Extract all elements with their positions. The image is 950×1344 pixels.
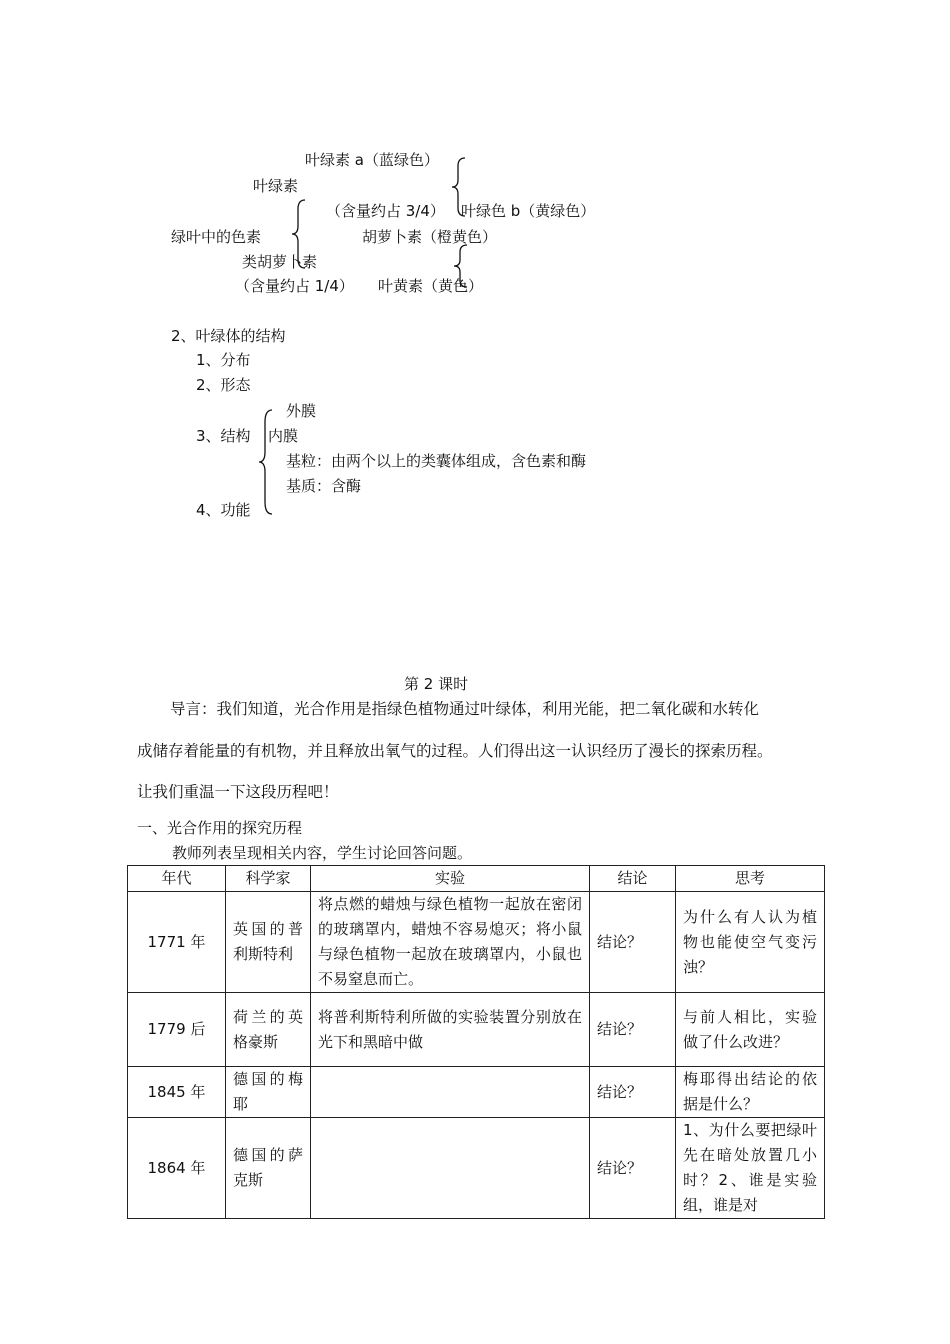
cell-thinking: 与前人相比，实验做了什么改进？ xyxy=(676,993,825,1067)
cell-thinking: 梅耶得出结论的依据是什么？ xyxy=(676,1067,825,1118)
structure-brace xyxy=(257,408,277,516)
cell-experiment xyxy=(311,1067,590,1118)
cell-year: 1864 年 xyxy=(128,1118,226,1219)
chlorophyll-a-label: 叶绿素 a（蓝绿色） xyxy=(305,151,439,169)
structure-item-function: 4、功能 xyxy=(196,501,251,519)
cell-conclusion: 结论？ xyxy=(590,1118,676,1219)
cell-experiment: 将普利斯特利所做的实验装置分别放在光下和黑暗中做 xyxy=(311,993,590,1067)
table-row xyxy=(128,993,825,1067)
cell-thinking: 为什么有人认为植物也能使空气变污浊？ xyxy=(676,892,825,993)
instruction-text: 教师列表呈现相关内容，学生讨论回答问题。 xyxy=(172,844,473,862)
header-thinking: 思考 xyxy=(676,866,825,892)
header-experiment: 实验 xyxy=(311,866,590,892)
cell-scientist: 德国的萨克斯 xyxy=(226,1118,311,1219)
chlorophyll-b-label: 叶绿色 b（黄绿色） xyxy=(461,202,596,220)
intro-line-3: 让我们重温一下这段历程吧！ xyxy=(137,783,339,801)
grana-label: 基粒：由两个以上的类囊体组成，含色素和酶 xyxy=(286,452,587,470)
stroma-label: 基质：含酶 xyxy=(286,477,362,495)
structure-item-distribution: 1、分布 xyxy=(196,351,251,369)
outer-membrane-label: 外膜 xyxy=(286,402,317,420)
table-row xyxy=(128,1067,825,1118)
history-table xyxy=(127,865,825,1219)
header-conclusion: 结论 xyxy=(590,866,676,892)
pigments-label: 绿叶中的色素 xyxy=(171,228,262,246)
header-scientist: 科学家 xyxy=(226,866,311,892)
chlorophyll-brace xyxy=(450,156,470,218)
section-heading: 一、光合作用的探究历程 xyxy=(137,819,303,837)
cell-conclusion: 结论？ xyxy=(590,993,676,1067)
intro-line-2: 成储存着能量的有机物，并且释放出氧气的过程。人们得出这一认识经历了漫长的探索历程。 xyxy=(137,742,773,760)
cell-scientist: 英国的普利斯特利 xyxy=(226,892,311,993)
intro-line-1: 导言：我们知道，光合作用是指绿色植物通过叶绿体，利用光能，把二氧化碳和水转化 xyxy=(170,700,760,718)
structure-item-shape: 2、形态 xyxy=(196,376,251,394)
cell-experiment xyxy=(311,1118,590,1219)
chlorophyll-label: 叶绿素 xyxy=(253,177,299,195)
carotenoids-label: 类胡萝卜素 xyxy=(242,253,318,271)
table-row xyxy=(128,892,825,993)
cell-conclusion: 结论？ xyxy=(590,892,676,993)
cell-conclusion: 结论？ xyxy=(590,1067,676,1118)
table-row xyxy=(128,1118,825,1219)
xanthophyll-label: 叶黄素（黄色） xyxy=(378,277,484,295)
carotene-label: 胡萝卜素（橙黄色） xyxy=(362,228,498,246)
cell-scientist: 德国的梅耶 xyxy=(226,1067,311,1118)
pigments-brace xyxy=(290,198,310,270)
structure-item-structure: 3、结构 xyxy=(196,427,251,445)
cell-year: 1771 年 xyxy=(128,892,226,993)
inner-membrane-label: 内膜 xyxy=(268,427,299,445)
carotenoids-content-label: （含量约占 1/4） xyxy=(235,277,354,295)
table-header-row xyxy=(128,866,825,892)
cell-scientist: 荷兰的英格豪斯 xyxy=(226,993,311,1067)
header-year: 年代 xyxy=(128,866,226,892)
cell-year: 1779 后 xyxy=(128,993,226,1067)
carotenoids-brace xyxy=(452,243,472,289)
chlorophyll-content-label: （含量约占 3/4） xyxy=(326,202,445,220)
structure-heading: 2、叶绿体的结构 xyxy=(171,327,286,345)
lesson-title: 第 2 课时 xyxy=(404,675,469,693)
cell-thinking: 1、为什么要把绿叶先在暗处放置几小时？2、谁是实验组，谁是对 xyxy=(676,1118,825,1219)
cell-year: 1845 年 xyxy=(128,1067,226,1118)
cell-experiment: 将点燃的蜡烛与绿色植物一起放在密闭的玻璃罩内，蜡烛不容易熄灭；将小鼠与绿色植物一起放在玻璃罩内，小鼠也不易窒息而亡。 xyxy=(311,892,590,993)
